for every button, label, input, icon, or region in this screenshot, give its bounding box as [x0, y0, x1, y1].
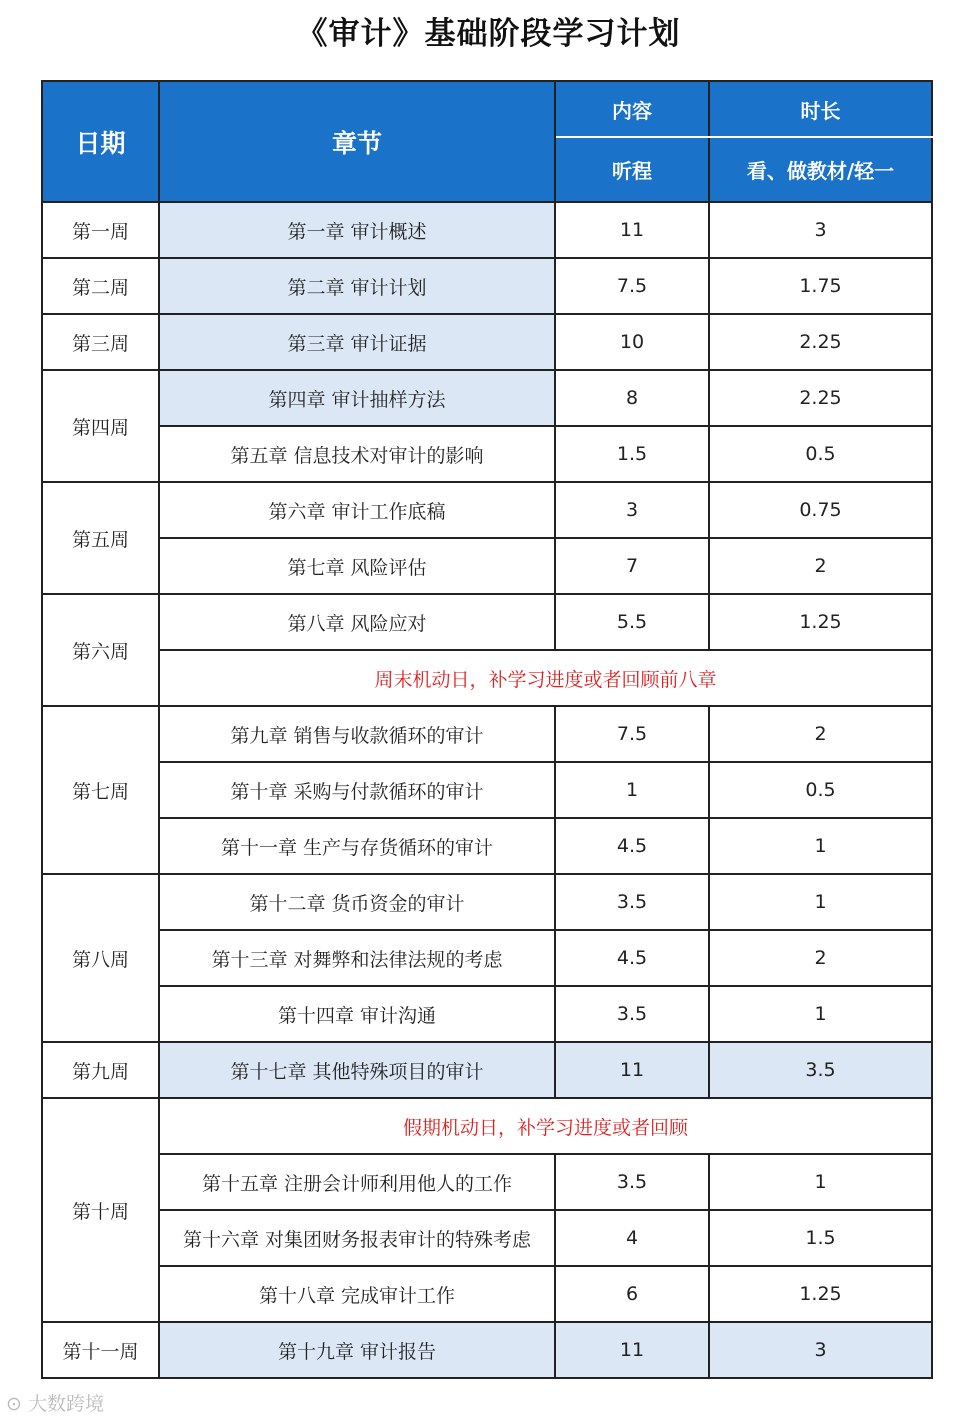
table-row [42, 986, 932, 1042]
table-row [42, 482, 932, 538]
read-cell: 1 [709, 986, 932, 1042]
footer-logo-text: 大数跨境 [27, 1393, 104, 1415]
week-label: 第十一周 [42, 1322, 159, 1378]
week-label: 第四周 [42, 370, 159, 482]
week-label: 第五周 [42, 482, 159, 594]
footer-logo-icon: ⊙ [6, 1393, 22, 1415]
read-cell: 0.75 [709, 482, 932, 538]
chapter-cell: 第十九章 审计报告 [159, 1322, 555, 1378]
week-label: 第九周 [42, 1042, 159, 1098]
table-row [42, 762, 932, 818]
table-row [42, 930, 932, 986]
read-cell: 3.5 [709, 1042, 932, 1098]
header-read: 看、做教材/轻一 [709, 137, 932, 202]
listen-cell: 3.5 [555, 986, 709, 1042]
read-cell: 2 [709, 706, 932, 762]
read-cell: 3 [709, 202, 932, 258]
study-plan-table [41, 80, 933, 1379]
table-row [42, 1210, 932, 1266]
chapter-cell: 第七章 风险评估 [159, 538, 555, 594]
chapter-cell: 第十章 采购与付款循环的审计 [159, 762, 555, 818]
table-row [42, 650, 932, 706]
listen-cell: 4.5 [555, 818, 709, 874]
page-title: 《审计》基础阶段学习计划 [296, 16, 681, 52]
table-row [42, 370, 932, 426]
chapter-cell: 第十五章 注册会计师利用他人的工作 [159, 1154, 555, 1210]
chapter-cell: 第十三章 对舞弊和法律法规的考虑 [159, 930, 555, 986]
table-row [42, 1154, 932, 1210]
listen-cell: 7.5 [555, 706, 709, 762]
listen-cell: 7 [555, 538, 709, 594]
listen-cell: 11 [555, 1322, 709, 1378]
week-label: 第七周 [42, 706, 159, 874]
listen-cell: 3.5 [555, 874, 709, 930]
chapter-cell: 第八章 风险应对 [159, 594, 555, 650]
header-content: 内容 [555, 81, 709, 137]
listen-cell: 1.5 [555, 426, 709, 482]
table-row [42, 1042, 932, 1098]
header-duration: 时长 [709, 81, 932, 137]
chapter-cell: 第四章 审计抽样方法 [159, 370, 555, 426]
chapter-cell: 第二章 审计计划 [159, 258, 555, 314]
listen-cell: 5.5 [555, 594, 709, 650]
listen-cell: 4.5 [555, 930, 709, 986]
table-row [42, 202, 932, 258]
table-row [42, 818, 932, 874]
table-row [42, 1098, 932, 1154]
read-cell: 2.25 [709, 314, 932, 370]
table-row [42, 258, 932, 314]
listen-cell: 11 [555, 1042, 709, 1098]
read-cell: 0.5 [709, 762, 932, 818]
listen-cell: 10 [555, 314, 709, 370]
header-date: 日期 [42, 81, 159, 202]
header-row [42, 81, 932, 137]
listen-cell: 3.5 [555, 1154, 709, 1210]
read-cell: 2.25 [709, 370, 932, 426]
table-row [42, 594, 932, 650]
read-cell: 2 [709, 538, 932, 594]
chapter-cell: 第三章 审计证据 [159, 314, 555, 370]
week6-note: 周末机动日，补学习进度或者回顾前八章 [159, 650, 932, 706]
read-cell: 1 [709, 818, 932, 874]
chapter-cell: 第十八章 完成审计工作 [159, 1266, 555, 1322]
read-cell: 3 [709, 1322, 932, 1378]
week-label: 第六周 [42, 594, 159, 706]
week-label: 第一周 [42, 202, 159, 258]
week-label: 第三周 [42, 314, 159, 370]
week10-note: 假期机动日，补学习进度或者回顾 [159, 1098, 932, 1154]
header-listen: 听程 [555, 137, 709, 202]
table-row [42, 874, 932, 930]
week-label: 第二周 [42, 258, 159, 314]
table-row [42, 314, 932, 370]
read-cell: 1.25 [709, 594, 932, 650]
listen-cell: 11 [555, 202, 709, 258]
week-label: 第十周 [42, 1098, 159, 1322]
listen-cell: 1 [555, 762, 709, 818]
listen-cell: 4 [555, 1210, 709, 1266]
chapter-cell: 第十六章 对集团财务报表审计的特殊考虑 [159, 1210, 555, 1266]
header-chapter: 章节 [159, 81, 555, 202]
read-cell: 2 [709, 930, 932, 986]
read-cell: 1.25 [709, 1266, 932, 1322]
chapter-cell: 第十一章 生产与存货循环的审计 [159, 818, 555, 874]
table-row [42, 1322, 932, 1378]
chapter-cell: 第十四章 审计沟通 [159, 986, 555, 1042]
table-row [42, 1266, 932, 1322]
chapter-cell: 第一章 审计概述 [159, 202, 555, 258]
read-cell: 0.5 [709, 426, 932, 482]
read-cell: 1.75 [709, 258, 932, 314]
chapter-cell: 第五章 信息技术对审计的影响 [159, 426, 555, 482]
listen-cell: 7.5 [555, 258, 709, 314]
listen-cell: 8 [555, 370, 709, 426]
read-cell: 1 [709, 1154, 932, 1210]
listen-cell: 3 [555, 482, 709, 538]
read-cell: 1 [709, 874, 932, 930]
chapter-cell: 第十二章 货币资金的审计 [159, 874, 555, 930]
footer-logo [6, 1389, 104, 1416]
chapter-cell: 第六章 审计工作底稿 [159, 482, 555, 538]
table-row [42, 706, 932, 762]
chapter-cell: 第十七章 其他特殊项目的审计 [159, 1042, 555, 1098]
table-row [42, 538, 932, 594]
listen-cell: 6 [555, 1266, 709, 1322]
read-cell: 1.5 [709, 1210, 932, 1266]
week-label: 第八周 [42, 874, 159, 1042]
table-row [42, 426, 932, 482]
chapter-cell: 第九章 销售与收款循环的审计 [159, 706, 555, 762]
